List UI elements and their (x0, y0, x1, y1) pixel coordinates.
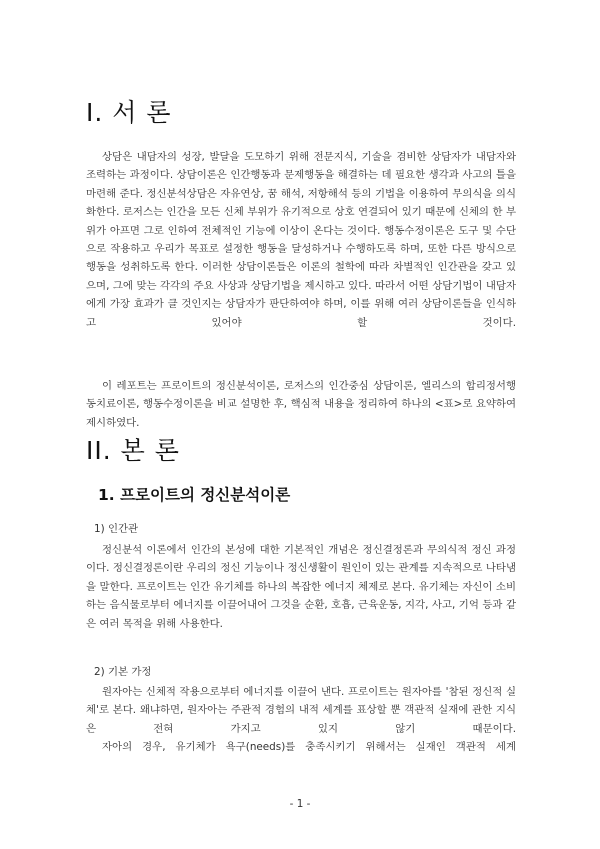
subsection-title-freud: 1. 프로이트의 정신분석이론 (98, 486, 291, 504)
item-label-human-view: 1) 인간관 (94, 523, 139, 535)
item-paragraph-basic-assumption-2: 자아의 경우, 유기체가 욕구(needs)를 충족시키기 위해서는 실재인 객관적 세계 (102, 741, 516, 754)
section-title-body: II. 본 론 (86, 436, 180, 465)
item-paragraph-human-view: 정신분석 이론에서 인간의 본성에 대한 기본적인 개념은 정신결정론과 무의식적 정신 과정이다. 정신결정론이란 우리의 정신 기능이나 정신생활이 원인이 있는 관계를 지속적으로 나타냄을 말한다. 프로이트는 인간 유기체를 하나의 복잡한 에너지 체제로 본다. 유기체는 자신이 소비하는 음식물로부터 에너지를 이끌어내어 그것을 순환, 호흡, 근육운동, 지각, 사고, 기억 등과 같은 여러 목적을 위해 사용한다. (86, 544, 516, 630)
page-number: - 1 - (289, 798, 311, 810)
item-label-basic-assumption: 2) 기본 가정 (94, 666, 152, 678)
intro-paragraph-1: 상담은 내담자의 성장, 발달을 도모하기 위해 전문지식, 기술을 겸비한 상담자가 내담자와 조력하는 과정이다. 상담이론은 인간행동과 문제행동을 해결하는 데 필요한 생각과 사고의 틀을 마련해 준다. 정신분석상담은 자유연상, 꿈 해석, 저항해석 등의 기법을 이용하여 무의식을 의식화한다. 로저스는 인간을 모든 신체 부위가 유기적으로 상호 연결되어 있기 때문에 신체의 한 부위가 아프면 그로 인하여 전체적인 기능에 이상이 온다는 것이다. 행동수정이론은 도구 및 수단으로 작용하고 우리가 목표로 설정한 행동을 달성하거나 수행하도록 하며, 또한 다른 방식으로 행동을 성취하도록 한다. 이러한 상담이론들은 이론의 철학에 따라 차별적인 인간관을 갖고 있으며, 그에 맞는 각각의 주요 사상과 상담기법을 제시하고 있다. 따라서 어떤 상담기법이 내담자에게 가장 효과가 클 것인지는 상담자가 판단하여야 하며, 이를 위해 여러 상담이론들을 인식하고 있어야 할 것이다. (86, 151, 516, 329)
section-title-introduction: I. 서 론 (86, 98, 172, 127)
item-body-basic-assumption (86, 683, 516, 757)
item-paragraph-basic-assumption-1: 원자아는 신체적 작용으로부터 에너지를 이끌어 낸다. 프로이트는 원자아를 '참된 정신적 실체'로 본다. 왜냐하면, 원자아는 주관적 경험의 내적 세계를 표상할 뿐 객관적 실재에 관한 지식은 전혀 가지고 있지 않기 때문이다. (86, 686, 516, 735)
intro-paragraph-2: 이 레포트는 프로이트의 정신분석이론, 로저스의 인간중심 상담이론, 엘리스의 합리정서행동치료이론, 행동수정이론을 비교 설명한 후, 핵심적 내용을 정리하여 하나의 <표>로 요약하여 제시하였다. (86, 380, 516, 429)
